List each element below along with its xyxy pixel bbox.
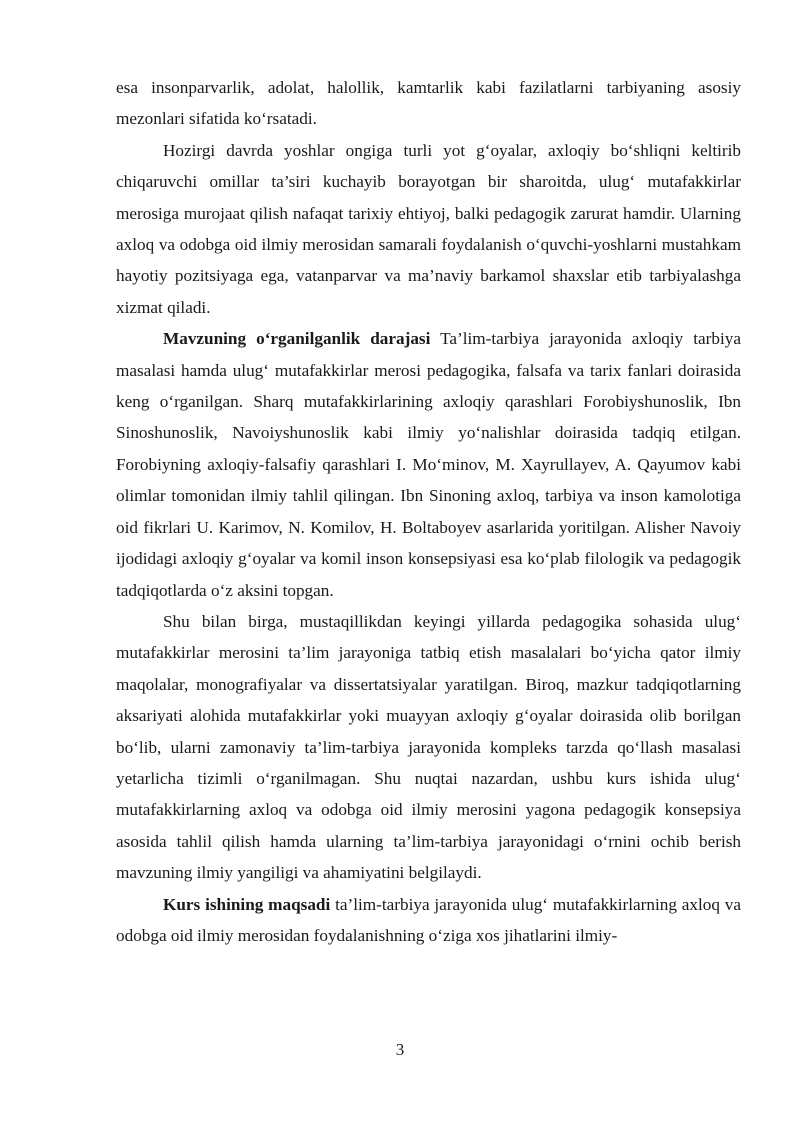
section-heading-study-level: Mavzuning o‘rganilganlik darajasi [163,329,431,349]
paragraph-5-text: ta’lim-tarbiya jarayonida ulug‘ mutafakkirlarning axloq va odobga oid ilmiy merosidan foydalanishning o‘ziga xos jihatlarini ilmiy- [116,894,741,945]
section-heading-goal: Kurs ishining maqsadi [163,894,331,914]
body-text [116,72,741,951]
paragraph-3 [116,323,741,606]
paragraph-2 [116,135,741,323]
paragraph-1 [116,72,741,135]
page-number: 3 [395,1040,405,1059]
paragraph-4-text: Shu bilan birga, mustaqillikdan keyingi yillarda pedagogika sohasida ulug‘ mutafakkirlar merosini ta’lim jarayoniga tatbiq etish masalalari bo‘yicha qator ilmiy maqolalar, monografiyalar va dissertatsiyalar yaratilgan. Biroq, mazkur tadqiqotlarning aksariyati alohida mutafakkirlar yoki muayyan axloqiy g‘oyalar doirasida olib borilgan bo‘lib, ularni zamonaviy ta’lim-tarbiya jarayonida kompleks tarzda qo‘llash masalasi yetarlicha tizimli o‘rganilmagan. Shu nuqtai nazardan, ushbu kurs ishida ulug‘ mutafakkirlarning axloq va odobga oid ilmiy merosini yagona pedagogik konsepsiya asosida tahlil qilish hamda ularning ta’lim-tarbiya jarayonidagi o‘rnini ochib berish mavzuning ilmiy yangiligi va ahamiyatini belgilaydi. [116,611,741,883]
paragraph-5 [116,889,741,952]
paragraph-2-text: Hozirgi davrda yoshlar ongiga turli yot g‘oyalar, axloqiy bo‘shliqni keltirib chiqaruvchi omillar ta’siri kuchayib borayotgan bir sharoitda, ulug‘ mutafakkirlar merosiga murojaat qilish nafaqat tarixiy ehtiyoj, balki pedagogik zarurat hamdir. Ularning axloq va odobga oid ilmiy merosidan samarali foydalanish o‘quvchi-yoshlarni mustahkam hayotiy pozitsiyaga ega, vatanparvar va ma’naviy barkamol shaxslar etib tarbiyalashga xizmat qiladi. [116,140,741,317]
paragraph-1-text: esa insonparvarlik, adolat, halollik, kamtarlik kabi fazilatlarni tarbiyaning asosiy mezonlari sifatida ko‘rsatadi. [116,78,741,129]
paragraph-4 [116,606,741,889]
paragraph-3-text: Ta’lim-tarbiya jarayonida axloqiy tarbiya masalasi hamda ulug‘ mutafakkirlar merosi pedagogika, falsafa va tarix fanlari doirasida keng o‘rganilgan. Sharq mutafakkirlarining axloqiy qarashlari Forobiyshunoslik, Ibn Sinoshunoslik, Navoiyshunoslik kabi ilmiy yo‘nalishlar doirasida tadqiq etilgan. Forobiyning axloqiy-falsafiy qarashlari I. Mo‘minov, M. Xayrullayev, A. Qayumov kabi olimlar tomonidan ilmiy tahlil qilingan. Ibn Sinoning axloq, tarbiya va inson kamolotiga oid fikrlari U. Karimov, N. Komilov, H. Boltaboyev asarlarida yoritilgan. Alisher Navoiy ijodidagi axloqiy g‘oyalar va komil inson konsepsiyasi esa ko‘plab filologik va pedagogik tadqiqotlarda o‘z aksini topgan. [116,329,741,600]
